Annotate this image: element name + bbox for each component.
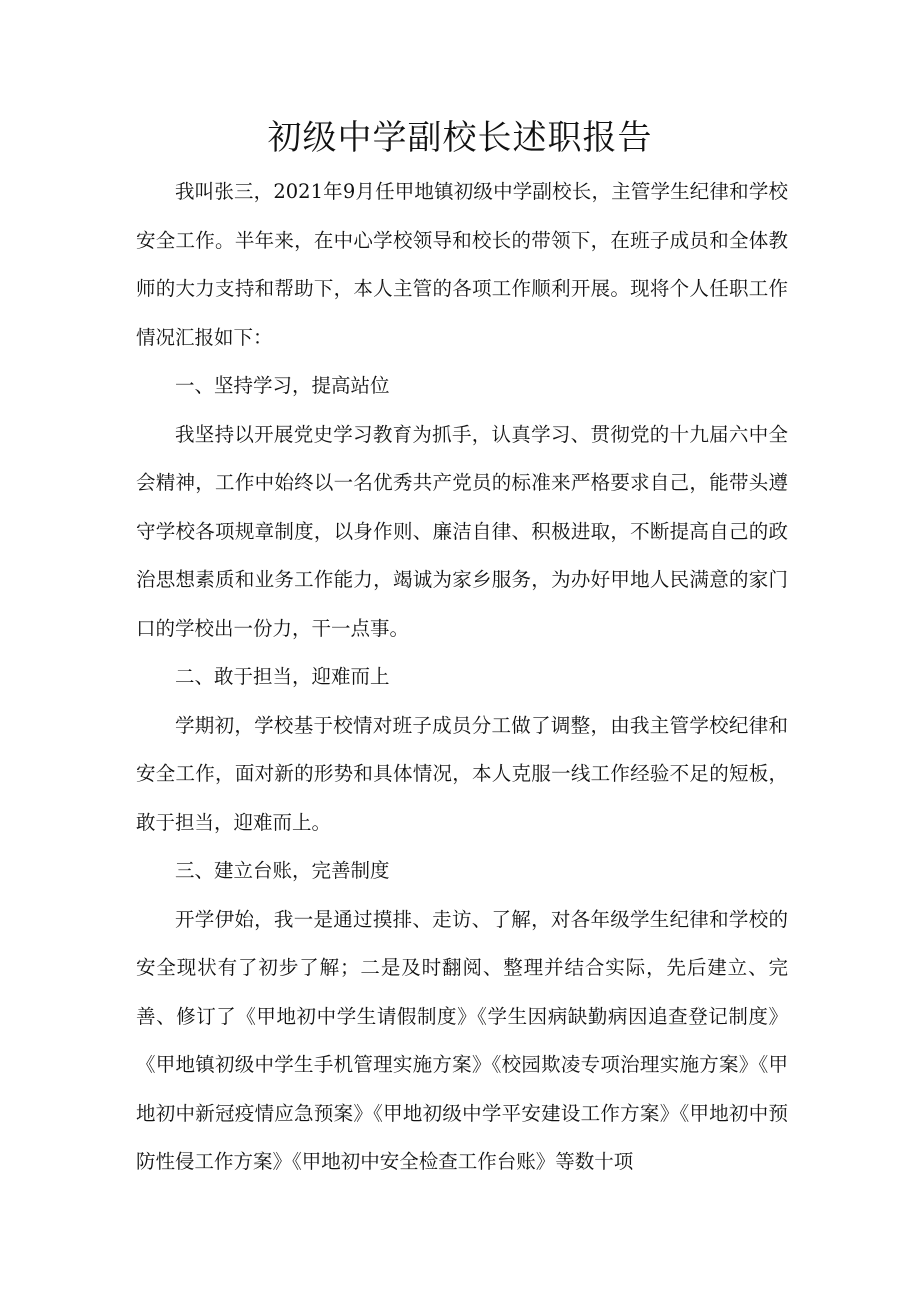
paragraph-section-2: 学期初，学校基于校情对班子成员分工做了调整，由我主管学校纪律和安全工作，面对新的形势和具体情况，本人克服一线工作经验不足的短板，敢于担当，迎难而上。 [136, 713, 788, 834]
section-heading-2: 二、敢于担当，迎难而上 [175, 665, 390, 688]
paragraph-section-1: 我坚持以开展党史学习教育为抓手，认真学习、贯彻党的十九届六中全会精神，工作中始终以一名优秀共产党员的标准来严格要求自己，能带头遵守学校各项规章制度，以身作则、廉洁自律、积极进取，不断提高自己的政治思想素质和业务工作能力，竭诚为家乡服务，为办好甲地人民满意的家门口的学校出一份力，干一点事。 [136, 422, 788, 640]
document-body [136, 168, 788, 1187]
paragraph-section-3: 开学伊始，我一是通过摸排、走访、了解，对各年级学生纪律和学校的安全现状有了初步了解；二是及时翻阅、整理并结合实际，先后建立、完善、修订了《甲地初中学生请假制度》《学生因病缺勤病因追查登记制度》《甲地镇初级中学生手机管理实施方案》《校园欺凌专项治理实施方案》《甲地初中新冠疫情应急预案》《甲地初级中学平安建设工作方案》《甲地初中预防性侵工作方案》《甲地初中安全检查工作台账》等数十项 [136, 907, 788, 1173]
paragraph-intro: 我叫张三，2021年9月任甲地镇初级中学副校长，主管学生纪律和学校安全工作。半年来，在中心学校领导和校长的带领下，在班子成员和全体教师的大力支持和帮助下，本人主管的各项工作顺利开展。现将个人任职工作情况汇报如下： [136, 180, 788, 349]
section-heading-1: 一、坚持学习，提高站位 [175, 374, 390, 397]
section-heading-3: 三、建立台账，完善制度 [175, 859, 390, 882]
document-title: 初级中学副校长述职报告 [267, 118, 653, 158]
